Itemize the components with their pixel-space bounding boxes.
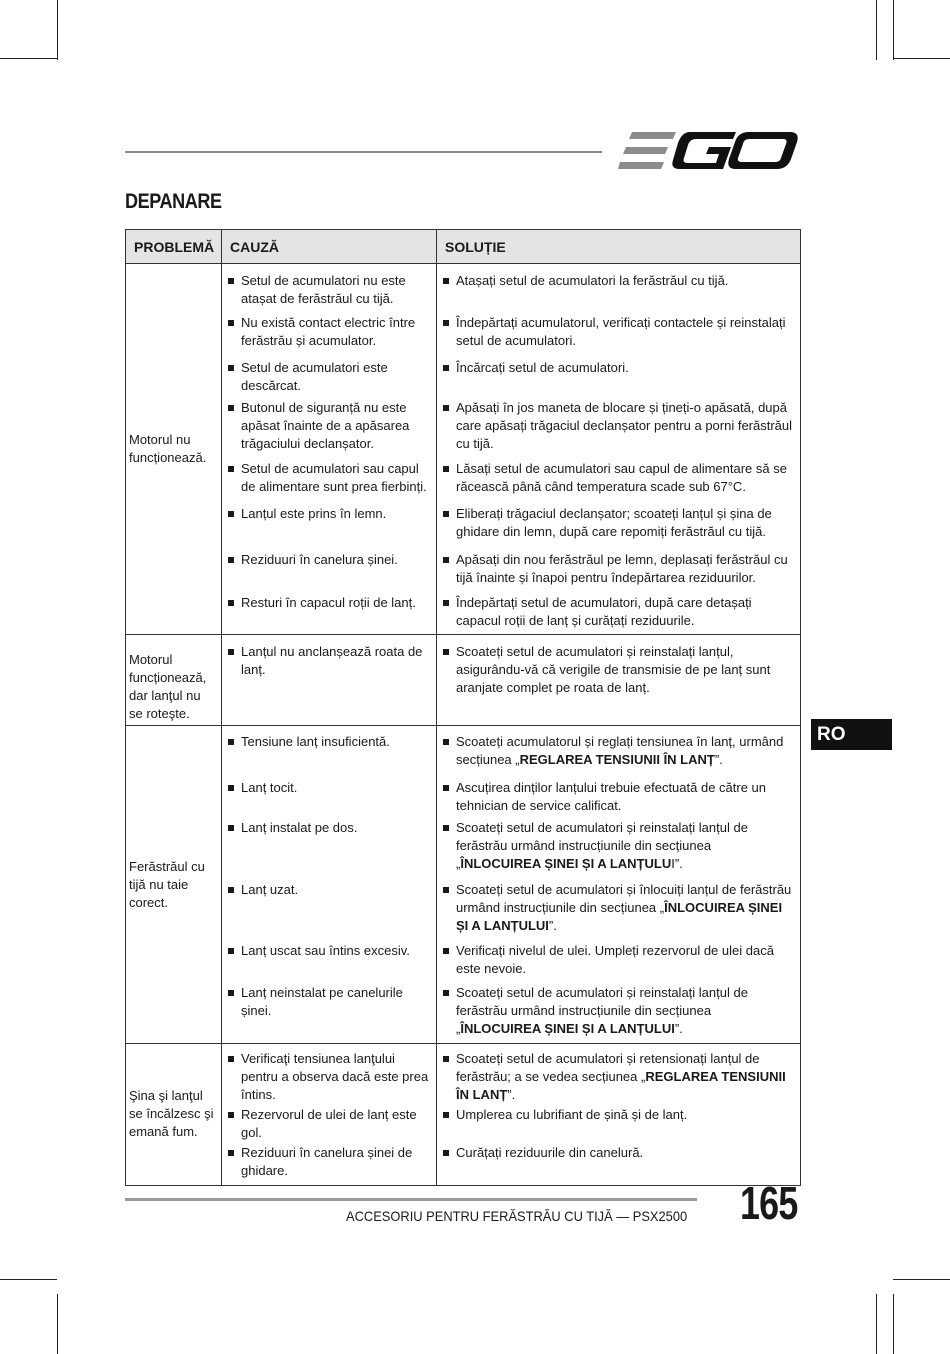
crop-mark <box>0 1279 57 1280</box>
footer-text: ACCESORIU PENTRU FERĂSTRĂU CU TIJĂ — PSX2500 <box>346 1208 688 1224</box>
solution-text: Verificați nivelul de ulei. Umpleți rezervorul de ulei dacă este nevoie. <box>440 942 794 978</box>
footer-rule <box>125 1198 697 1201</box>
cause-text: Butonul de siguranță nu este apăsat înainte de a apăsarea trăgaciului declanșator. <box>225 399 430 453</box>
table-row <box>126 549 801 593</box>
cause-text: Setul de acumulatori nu este atașat de ferăstrăul cu tijă. <box>225 272 430 308</box>
ego-logo <box>618 130 800 172</box>
solution-text: Curățați reziduurile din canelură. <box>440 1144 794 1162</box>
crop-mark <box>876 1294 877 1354</box>
solution-text: Îndepărtați setul de acumulatori, după care detașați capacul roții de lanț și curățați reziduurile. <box>440 594 794 630</box>
problem-cell: Ferăstrăul cu tijă nu taie corect. <box>126 726 222 1044</box>
cause-text: Resturi în capacul roții de lanț. <box>225 594 430 612</box>
solution-text: Încărcați setul de acumulatori. <box>440 359 794 377</box>
solution-text: Eliberați trăgaciul declanșator; scoateți lanțul și șina de ghidare din lemn, după care repomiți ferăstrăul cu tijă. <box>440 505 794 541</box>
table-row <box>126 354 801 397</box>
table-row <box>126 1104 801 1142</box>
column-header-cause: CAUZĂ <box>222 230 437 264</box>
page-heading: DEPANARE <box>125 190 222 213</box>
crop-mark <box>893 0 894 60</box>
language-tab: RO <box>811 719 892 750</box>
cause-text: Nu există contact electric între ferăstrău și acumulator. <box>225 314 430 350</box>
table-row <box>126 726 801 772</box>
table-row <box>126 397 801 459</box>
table-row <box>126 459 801 504</box>
solution-text: Scoateți setul de acumulatori și înlocuiți lanțul de ferăstrău urmând instrucțiunile din secțiunea „ÎNLOCUIREA ȘINEI ȘI A LANȚULUI”. <box>440 881 794 935</box>
table-row <box>126 877 801 938</box>
crop-mark <box>893 1294 894 1354</box>
cause-text: Lanț instalat pe dos. <box>225 819 430 837</box>
solution-text: Ascuțirea dinților lanțului trebuie efectuată de către un tehnician de service calificat. <box>440 779 794 815</box>
solution-text: Scoateți acumulatorul și reglați tensiunea în lanț, urmând secțiunea „REGLAREA TENSIUNII ÎN LANȚ”. <box>440 733 794 769</box>
solution-text: Scoateți setul de acumulatori și reinstalați lanțul de ferăstrău urmând instrucțiunile din secțiunea „ÎNLOCUIREA ȘINEI ȘI A LANȚULUI”. <box>440 984 794 1038</box>
table-row <box>126 980 801 1044</box>
table-row <box>126 309 801 354</box>
cause-text: Lanțul este prins în lemn. <box>225 505 430 523</box>
crop-mark <box>893 1279 950 1280</box>
cause-text: Setul de acumulatori este descărcat. <box>225 359 430 395</box>
crop-mark <box>0 58 57 59</box>
table-row <box>126 938 801 980</box>
cause-text: Lanț tocit. <box>225 779 430 797</box>
solution-text: Apăsați din nou ferăstrăul pe lemn, deplasați ferăstrăul cu tijă înainte și înapoi pentru îndepărtarea reziduurilor. <box>440 551 794 587</box>
cause-text: Reziduuri în canelura șinei de ghidare. <box>225 1144 430 1180</box>
solution-text: Atașați setul de acumulatori la ferăstrăul cu tijă. <box>440 272 794 290</box>
solution-text: Lăsați setul de acumulatori sau capul de alimentare să se răcească până când temperatura scade sub 67°C. <box>440 460 794 496</box>
cause-text: Verificaţi tensiunea lanţului pentru a observa dacă este prea întins. <box>225 1050 430 1104</box>
table-row <box>126 815 801 877</box>
problem-cell: Şina şi lanţul se încălzesc şi emană fum. <box>126 1044 222 1186</box>
column-header-solution: SOLUȚIE <box>437 230 801 264</box>
cause-text: Lanț neinstalat pe canelurile șinei. <box>225 984 430 1020</box>
page-number: 165 <box>740 1177 798 1229</box>
header-rule <box>125 151 602 153</box>
crop-mark <box>893 58 950 59</box>
solution-text: Scoateți setul de acumulatori și reinstalați lanțul de ferăstrău urmând instrucțiunile din secțiunea „ÎNLOCUIREA ȘINEI ȘI A LANȚULUI”. <box>440 819 794 873</box>
cause-text: Lanțul nu anclanșează roata de lanț. <box>225 643 430 679</box>
solution-text: Scoateți setul de acumulatori și reinstalați lanțul, asigurându-vă că verigile de transmisie de pe lanț sunt aranjate complet pe roata de lanț. <box>440 643 794 697</box>
cause-text: Tensiune lanț insuficientă. <box>225 733 430 751</box>
table-row <box>126 593 801 635</box>
cause-text: Setul de acumulatori sau capul de alimentare sunt prea fierbinți. <box>225 460 430 496</box>
column-header-problem: PROBLEMĂ <box>126 230 222 264</box>
table-row <box>126 1142 801 1185</box>
problem-cell: Motorul funcționează, dar lanţul nu se roteşte. <box>126 635 222 726</box>
cause-text: Reziduuri în canelura șinei. <box>225 551 430 569</box>
crop-mark <box>876 0 877 60</box>
crop-mark <box>57 1294 58 1354</box>
table-row <box>126 264 801 309</box>
cause-text: Lanț uscat sau întins excesiv. <box>225 942 430 960</box>
solution-text: Scoateți setul de acumulatori și retensionați lanțul de ferăstrău; a se vedea secțiunea „REGLAREA TENSIUNII ÎN LANȚ”. <box>440 1050 794 1104</box>
table-header-row <box>126 230 801 264</box>
solution-text: Apăsați în jos maneta de blocare și țineți-o apăsată, după care apăsați trăgaciul declanșator pentru a porni ferăstrăul cu tijă. <box>440 399 794 453</box>
table-row <box>126 1044 801 1105</box>
cause-text: Lanț uzat. <box>225 881 430 899</box>
problem-cell: Motorul nu funcționează. <box>126 264 222 635</box>
table-row <box>126 635 801 726</box>
table-row <box>126 772 801 815</box>
solution-text: Îndepărtați acumulatorul, verificați contactele și reinstalați setul de acumulatori. <box>440 314 794 350</box>
solution-text: Umplerea cu lubrifiant de șină și de lanț. <box>440 1106 794 1124</box>
table-row <box>126 504 801 549</box>
cause-text: Rezervorul de ulei de lanț este gol. <box>225 1106 430 1142</box>
crop-mark <box>57 0 58 60</box>
troubleshooting-table <box>125 229 801 1186</box>
